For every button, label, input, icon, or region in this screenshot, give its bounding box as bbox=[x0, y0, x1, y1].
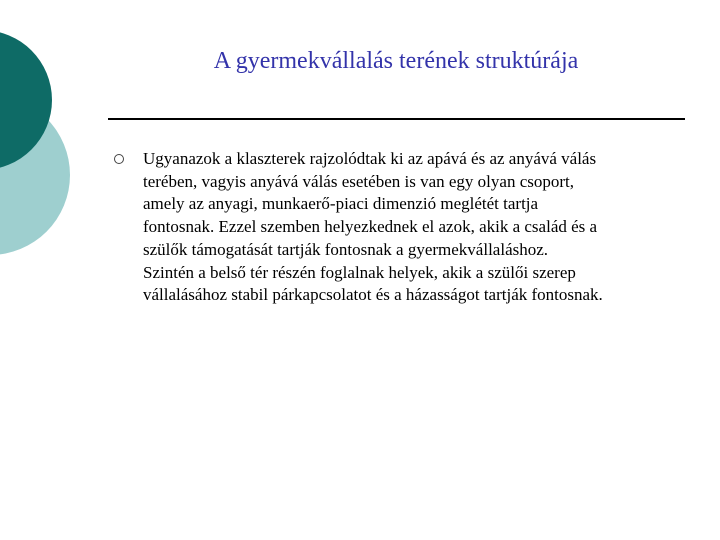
paragraph-line: vállalásához stabil párkapcsolatot és a házasságot tartják fontosnak. bbox=[143, 285, 603, 305]
paragraph-line: terében, vagyis anyává válás esetében is van egy olyan csoport, bbox=[143, 171, 574, 191]
slide-title: A gyermekvállalás terének struktúrája bbox=[213, 48, 579, 74]
title-divider bbox=[108, 118, 685, 120]
decorative-circles bbox=[0, 0, 110, 300]
paragraph-line: amely az anyagi, munkaerő-piaci dimenzió meglétét tartja bbox=[143, 194, 539, 214]
hollow-circle-bullet-icon bbox=[112, 152, 126, 166]
paragraph-line: szülők támogatását tartják fontosnak a gyermekvállaláshoz. bbox=[143, 239, 549, 259]
paragraph-line: Szintén a belső tér részén foglalnak helyek, akik a szülői szerep bbox=[143, 262, 576, 282]
paragraph-line: Ugyanazok a klaszterek rajzolódtak ki az apává és az anyává válás bbox=[143, 149, 597, 168]
bullet-paragraph bbox=[143, 148, 688, 307]
paragraph-line: fontosnak. Ezzel szemben helyezkednek el azok, akik a család és a bbox=[143, 217, 598, 237]
